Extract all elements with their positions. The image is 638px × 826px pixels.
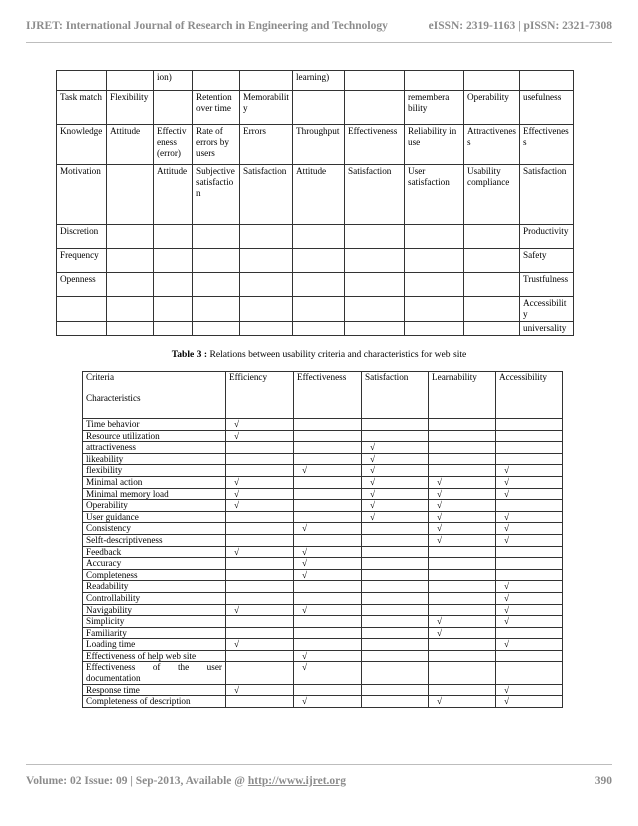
table-row [83, 546, 563, 558]
characteristic-name: Feedback [83, 546, 226, 558]
table-row [83, 476, 563, 488]
table-cell [107, 165, 154, 225]
empty-cell [294, 453, 362, 465]
table-cell [405, 225, 464, 249]
column-header: Effectiveness [294, 372, 362, 419]
empty-cell [362, 430, 429, 442]
check-mark: √ [496, 476, 563, 488]
empty-cell [496, 419, 563, 431]
empty-cell [226, 523, 294, 535]
check-mark: √ [496, 696, 563, 708]
volume-text: Volume: 02 Issue: 09 | Sep-2013, Available @ [26, 775, 248, 787]
table-cell: Effectiveness [520, 125, 574, 165]
check-mark: √ [496, 604, 563, 616]
empty-cell [429, 442, 496, 454]
characteristic-name: Minimal memory load [83, 488, 226, 500]
empty-cell [362, 616, 429, 628]
table-cell [154, 91, 193, 125]
empty-cell [226, 650, 294, 662]
table-row [83, 592, 563, 604]
header-divider [26, 42, 612, 43]
table-cell: Attitude [154, 165, 193, 225]
characteristic-name: Familiarity [83, 627, 226, 639]
empty-cell [226, 534, 294, 546]
caption-text: Relations between usability criteria and characteristics for web site [207, 349, 467, 360]
characteristic-name: attractiveness [83, 442, 226, 454]
table-cell [405, 71, 464, 91]
table-cell: ion) [154, 71, 193, 91]
characteristic-name: likeability [83, 453, 226, 465]
table-row [83, 511, 563, 523]
empty-cell [226, 616, 294, 628]
column-header: Satisfaction [362, 372, 429, 419]
empty-cell [294, 500, 362, 512]
empty-cell [362, 639, 429, 651]
table-cell [464, 71, 520, 91]
table-cell [345, 91, 405, 125]
check-mark: √ [226, 639, 294, 651]
table-cell [154, 225, 193, 249]
table-cell [154, 273, 193, 297]
characteristic-name: Readability [83, 581, 226, 593]
table-cell: Discretion [57, 225, 107, 249]
table-cell: Throughput [293, 125, 345, 165]
table-cell: learning) [293, 71, 345, 91]
characteristic-name: Accuracy [83, 558, 226, 570]
table-row [83, 616, 563, 628]
empty-cell [429, 639, 496, 651]
table-cell [293, 225, 345, 249]
check-mark: √ [429, 523, 496, 535]
table-cell: Safety [520, 249, 574, 273]
empty-cell [362, 534, 429, 546]
empty-cell [294, 419, 362, 431]
table-cell: Memorability [240, 91, 293, 125]
empty-cell [294, 627, 362, 639]
empty-cell [294, 684, 362, 696]
table-row [83, 558, 563, 570]
table-cell [154, 249, 193, 273]
table-cell [240, 297, 293, 322]
table-cell [193, 71, 240, 91]
check-mark: √ [496, 511, 563, 523]
check-mark: √ [294, 569, 362, 581]
empty-cell [226, 592, 294, 604]
empty-cell [294, 430, 362, 442]
characteristic-name: Loading time [83, 639, 226, 651]
table-row [83, 684, 563, 696]
check-mark: √ [496, 523, 563, 535]
empty-cell [362, 592, 429, 604]
table-cell [107, 322, 154, 336]
footer-divider [26, 764, 612, 765]
table-cell [345, 249, 405, 273]
empty-cell [496, 569, 563, 581]
check-mark: √ [362, 500, 429, 512]
table-cell [193, 249, 240, 273]
table-cell [193, 297, 240, 322]
table-cell: Attractiveness [464, 125, 520, 165]
table-cell [345, 322, 405, 336]
check-mark: √ [362, 511, 429, 523]
table-row [83, 639, 563, 651]
characteristic-name: Response time [83, 684, 226, 696]
table-cell [193, 273, 240, 297]
characteristic-name: User guidance [83, 511, 226, 523]
issn-text: eISSN: 2319-1163 | pISSN: 2321-7308 [428, 20, 612, 32]
table-cell: Subjective satisfaction [193, 165, 240, 225]
check-mark: √ [294, 523, 362, 535]
table-cell: Knowledge [57, 125, 107, 165]
empty-cell [496, 430, 563, 442]
table-cell [293, 297, 345, 322]
empty-cell [294, 534, 362, 546]
check-mark: √ [429, 500, 496, 512]
empty-cell [294, 476, 362, 488]
empty-cell [226, 662, 294, 684]
empty-cell [429, 546, 496, 558]
table-cell: Satisfaction [345, 165, 405, 225]
check-mark: √ [226, 604, 294, 616]
table-cell [240, 273, 293, 297]
table-cell [520, 71, 574, 91]
page-footer [26, 775, 612, 791]
page-header [26, 20, 612, 38]
table-cell: Attitude [107, 125, 154, 165]
table-cell: Task match [57, 91, 107, 125]
empty-cell [429, 604, 496, 616]
table-cell: Productivity [520, 225, 574, 249]
empty-cell [496, 546, 563, 558]
check-mark: √ [294, 604, 362, 616]
table-cell [464, 273, 520, 297]
check-mark: √ [429, 511, 496, 523]
table-cell [240, 322, 293, 336]
characteristic-name: Navigability [83, 604, 226, 616]
table-cell: remembera bility [405, 91, 464, 125]
table-cell [405, 249, 464, 273]
check-mark: √ [294, 465, 362, 477]
table-row [57, 297, 574, 322]
characteristic-name: Effectiveness of the user documentation [83, 662, 226, 684]
table-cell: Attitude [293, 165, 345, 225]
check-mark: √ [362, 488, 429, 500]
table-row [83, 488, 563, 500]
table-cell [57, 297, 107, 322]
table-cell: Usability compliance [464, 165, 520, 225]
table-cell [107, 297, 154, 322]
table-cell: Errors [240, 125, 293, 165]
table-row [83, 523, 563, 535]
empty-cell [226, 581, 294, 593]
characteristic-name: Simplicity [83, 616, 226, 628]
check-mark: √ [496, 639, 563, 651]
check-mark: √ [294, 546, 362, 558]
table-cell [405, 297, 464, 322]
table-cell: Effectiveness [345, 125, 405, 165]
column-header: Learnability [429, 372, 496, 419]
table-cell [193, 322, 240, 336]
check-mark: √ [294, 662, 362, 684]
characteristic-name: Completeness of description [83, 696, 226, 708]
table-cell [240, 71, 293, 91]
empty-cell [429, 684, 496, 696]
empty-cell [226, 569, 294, 581]
empty-cell [294, 592, 362, 604]
check-mark: √ [226, 419, 294, 431]
table-cell [464, 249, 520, 273]
empty-cell [226, 442, 294, 454]
table-cell [57, 71, 107, 91]
empty-cell [362, 581, 429, 593]
empty-cell [294, 442, 362, 454]
empty-cell [496, 627, 563, 639]
check-mark: √ [429, 616, 496, 628]
characteristic-name: Time behavior [83, 419, 226, 431]
check-mark: √ [294, 650, 362, 662]
check-mark: √ [429, 627, 496, 639]
table-row [83, 419, 563, 431]
check-mark: √ [496, 465, 563, 477]
table-cell: Satisfaction [520, 165, 574, 225]
table-cell [240, 249, 293, 273]
check-mark: √ [226, 684, 294, 696]
characteristic-name: Completeness [83, 569, 226, 581]
empty-cell [496, 453, 563, 465]
table-row [83, 453, 563, 465]
check-mark: √ [429, 476, 496, 488]
table-row [57, 71, 574, 91]
table-cell: Operability [464, 91, 520, 125]
table-cell [405, 273, 464, 297]
check-mark: √ [429, 534, 496, 546]
table-row [83, 500, 563, 512]
characteristic-name: flexibility [83, 465, 226, 477]
characteristic-name: Consistency [83, 523, 226, 535]
empty-cell [362, 523, 429, 535]
table-row [57, 273, 574, 297]
table-row [83, 627, 563, 639]
table-cell: Openness [57, 273, 107, 297]
check-mark: √ [226, 546, 294, 558]
empty-cell [362, 627, 429, 639]
table-cell [57, 322, 107, 336]
table-cell [405, 322, 464, 336]
empty-cell [429, 569, 496, 581]
table-row [83, 534, 563, 546]
check-mark: √ [496, 592, 563, 604]
check-mark: √ [362, 453, 429, 465]
check-mark: √ [294, 696, 362, 708]
table-cell [345, 71, 405, 91]
empty-cell [362, 662, 429, 684]
criteria-header-cell [83, 372, 226, 419]
empty-cell [362, 684, 429, 696]
journal-link[interactable]: http://www.ijret.org [247, 775, 347, 787]
caption-label: Table 3 : [171, 349, 208, 360]
table-cell: Rate of errors by users [193, 125, 240, 165]
table-row [83, 650, 563, 662]
check-mark: √ [362, 465, 429, 477]
table-row [57, 225, 574, 249]
check-mark: √ [362, 442, 429, 454]
footer-volume [26, 775, 346, 787]
empty-cell [362, 604, 429, 616]
empty-cell [496, 558, 563, 570]
table-cell: Motivation [57, 165, 107, 225]
table-cell: Trustfulness [520, 273, 574, 297]
table-cell [154, 322, 193, 336]
table-cell: Flexibility [107, 91, 154, 125]
table-row [83, 442, 563, 454]
check-mark: √ [496, 534, 563, 546]
table-cell [345, 225, 405, 249]
empty-cell [226, 627, 294, 639]
check-mark: √ [226, 488, 294, 500]
column-header: Accessibility [496, 372, 563, 419]
check-mark: √ [496, 684, 563, 696]
characteristic-name: Minimal action [83, 476, 226, 488]
table-cell: usefulness [520, 91, 574, 125]
empty-cell [429, 662, 496, 684]
characteristics-label: Characteristics [86, 392, 141, 403]
characteristic-name: Effectiveness of help web site [83, 650, 226, 662]
criteria-label: Criteria [86, 372, 115, 382]
table-row [83, 465, 563, 477]
table-row [83, 696, 563, 708]
empty-cell [294, 581, 362, 593]
check-mark: √ [362, 476, 429, 488]
check-mark: √ [496, 488, 563, 500]
check-mark: √ [226, 476, 294, 488]
table-header-row [83, 372, 563, 419]
empty-cell [429, 592, 496, 604]
empty-cell [226, 558, 294, 570]
check-mark: √ [226, 430, 294, 442]
table-row [57, 91, 574, 125]
table-cell [107, 273, 154, 297]
table-cell: Retention over time [193, 91, 240, 125]
empty-cell [226, 696, 294, 708]
characteristic-name: Operability [83, 500, 226, 512]
check-mark: √ [294, 558, 362, 570]
empty-cell [429, 465, 496, 477]
empty-cell [362, 569, 429, 581]
table-cell: Satisfaction [240, 165, 293, 225]
empty-cell [429, 453, 496, 465]
empty-cell [496, 662, 563, 684]
empty-cell [429, 558, 496, 570]
table-row [57, 165, 574, 225]
journal-title: IJRET: International Journal of Research in Engineering and Technology [26, 20, 388, 32]
table-cell [345, 273, 405, 297]
check-mark: √ [496, 581, 563, 593]
table-cell [293, 249, 345, 273]
check-mark: √ [226, 500, 294, 512]
page-number: 390 [594, 775, 612, 787]
usability-models-table [56, 70, 574, 336]
table-cell: Reliability in use [405, 125, 464, 165]
table-cell [293, 322, 345, 336]
characteristic-name: Selft-descriptiveness [83, 534, 226, 546]
empty-cell [362, 558, 429, 570]
table-cell [464, 297, 520, 322]
table-cell: universality [520, 322, 574, 336]
table-cell: Accessibility [520, 297, 574, 322]
table-row [57, 125, 574, 165]
table-row [83, 604, 563, 616]
empty-cell [496, 650, 563, 662]
table-row [83, 430, 563, 442]
empty-cell [294, 616, 362, 628]
empty-cell [496, 442, 563, 454]
check-mark: √ [429, 488, 496, 500]
empty-cell [294, 488, 362, 500]
table-cell [107, 225, 154, 249]
table-cell [193, 225, 240, 249]
empty-cell [362, 650, 429, 662]
empty-cell [362, 419, 429, 431]
table-cell: Frequency [57, 249, 107, 273]
empty-cell [496, 500, 563, 512]
check-mark: √ [429, 696, 496, 708]
table-cell [345, 297, 405, 322]
table-cell [293, 91, 345, 125]
table-3-caption [0, 349, 638, 360]
empty-cell [429, 650, 496, 662]
table-row [83, 581, 563, 593]
table-row [57, 322, 574, 336]
table-cell [464, 322, 520, 336]
table-row [57, 249, 574, 273]
empty-cell [429, 419, 496, 431]
column-header: Efficiency [226, 372, 294, 419]
empty-cell [226, 465, 294, 477]
empty-cell [362, 546, 429, 558]
table-cell: Effectiveness (error) [154, 125, 193, 165]
empty-cell [226, 453, 294, 465]
table-cell [464, 225, 520, 249]
empty-cell [429, 430, 496, 442]
table-cell [107, 249, 154, 273]
table-row [83, 569, 563, 581]
criteria-characteristics-table [82, 371, 563, 708]
table-cell: User satisfaction [405, 165, 464, 225]
characteristic-name: Controllability [83, 592, 226, 604]
empty-cell [294, 511, 362, 523]
table-cell [107, 71, 154, 91]
empty-cell [226, 511, 294, 523]
table-cell [240, 225, 293, 249]
table-cell [154, 297, 193, 322]
table-row [83, 662, 563, 684]
empty-cell [429, 581, 496, 593]
empty-cell [294, 639, 362, 651]
check-mark: √ [496, 616, 563, 628]
characteristic-name: Resource utilization [83, 430, 226, 442]
empty-cell [362, 696, 429, 708]
table-cell [293, 273, 345, 297]
